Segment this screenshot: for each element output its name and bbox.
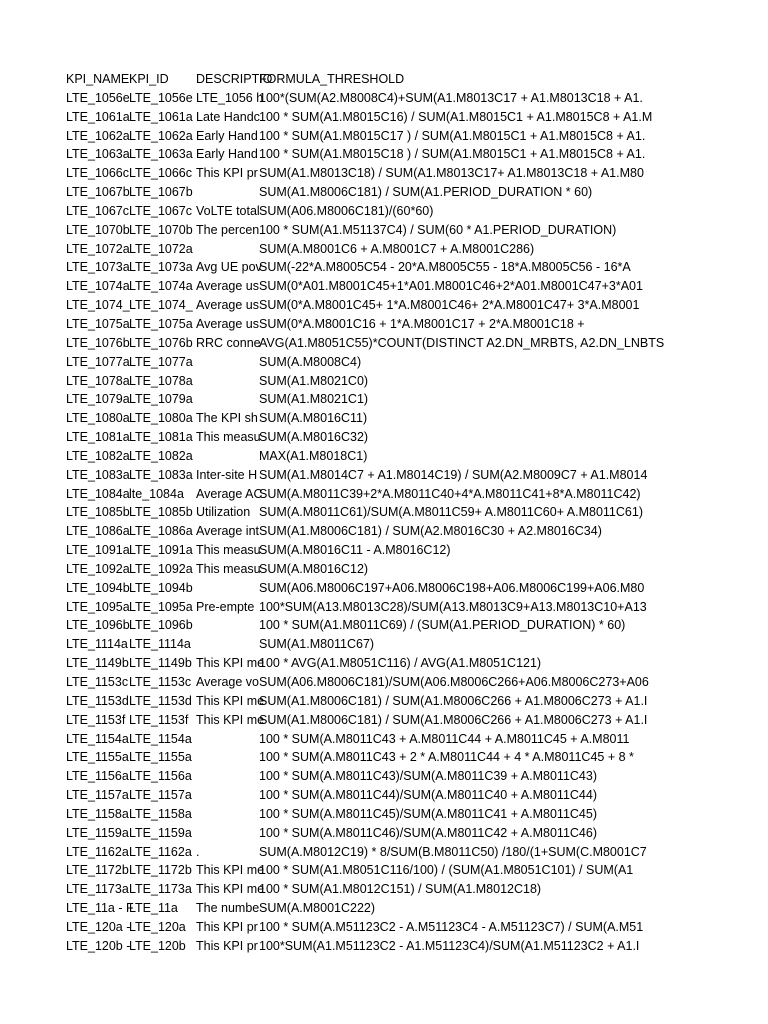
kpi-id-cell[interactable]: lte_1084a <box>129 486 184 501</box>
table-row <box>66 240 646 259</box>
kpi-id-cell[interactable]: LTE_1062a <box>129 128 193 143</box>
description-cell[interactable]: VoLTE total <box>196 203 260 218</box>
formula-cell[interactable]: SUM(A.M8016C11) <box>259 411 368 426</box>
kpi-id-cell[interactable]: LTE_1080a <box>129 411 193 426</box>
kpi-id-cell[interactable]: LTE_1172b <box>129 863 192 878</box>
formula-cell[interactable]: 100 * SUM(A1.M8012C151) / SUM(A1.M8012C18) <box>259 882 542 897</box>
formula-cell[interactable]: 100 * SUM(A1.M8015C16) / SUM(A1.M8015C1 + A1.M8015C8 + A1.M <box>259 109 653 124</box>
table-row <box>66 221 646 240</box>
description-cell[interactable]: This KPI pr <box>196 919 258 934</box>
formula-cell[interactable]: 100*SUM(A13.M8013C28)/SUM(A13.M8013C9+A13.M8013C10+A13 <box>259 599 647 614</box>
description-cell[interactable]: Inter-site H <box>196 467 258 482</box>
table-row <box>66 767 646 786</box>
table-row <box>66 353 646 372</box>
kpi-name-cell[interactable]: LTE_1072a <box>66 241 130 256</box>
table-row <box>66 127 646 146</box>
table-row <box>66 428 646 447</box>
kpi-id-cell[interactable]: LTE_1157a <box>129 788 192 803</box>
table-row <box>66 899 646 918</box>
kpi-name-cell[interactable]: LTE_1157a <box>66 788 129 803</box>
formula-cell[interactable]: 100 * SUM(A.M51123C2 - A.M51123C4 - A.M51123C7) / SUM(A.M51 <box>259 919 644 934</box>
formula-cell[interactable]: 100 * SUM(A.M8011C43 + A.M8011C44 + A.M8011C45 + A.M8011 <box>259 731 630 746</box>
formula-cell[interactable]: 100 * SUM(A.M8011C45)/SUM(A.M8011C41 + A.M8011C45) <box>259 806 598 821</box>
kpi-name-cell[interactable]: LTE_1114a <box>66 637 128 652</box>
kpi-id-cell[interactable]: LTE_120b <box>129 938 186 953</box>
kpi-name-cell[interactable]: LTE_1076b <box>66 335 130 350</box>
header-formula-threshold[interactable]: FORMULA_THRESHOLD <box>259 72 405 86</box>
formula-cell[interactable]: SUM(0*A.M8001C16 + 1*A.M8001C17 + 2*A.M8001C18 + <box>259 316 585 331</box>
table-row <box>66 372 646 391</box>
table-row <box>66 145 646 164</box>
kpi-id-cell[interactable]: LTE_1162a <box>129 844 192 859</box>
kpi-name-cell[interactable]: LTE_1075a <box>66 316 130 331</box>
kpi-id-cell[interactable]: LTE_1096b <box>129 618 193 633</box>
kpi-id-cell[interactable]: LTE_1075a <box>129 316 193 331</box>
kpi-name-cell[interactable]: LTE_1162a <box>66 844 129 859</box>
description-cell[interactable]: This KPI me <box>196 712 265 727</box>
table-row <box>66 937 646 956</box>
description-cell[interactable] <box>196 183 258 202</box>
kpi-name-cell[interactable]: LTE_1079a <box>66 392 130 407</box>
table-row <box>66 673 649 692</box>
kpi-id-cell[interactable]: LTE_1149b <box>129 656 192 671</box>
formula-cell[interactable]: SUM(0*A.M8001C45+ 1*A.M8001C46+ 2*A.M8001C47+ 3*A.M8001 <box>259 298 640 313</box>
description-cell[interactable] <box>196 824 258 843</box>
description-cell[interactable]: This KPI pr <box>196 938 258 953</box>
kpi-name-cell[interactable]: LTE_1084a <box>66 486 130 501</box>
header-kpi-id[interactable]: KPI_ID <box>129 72 169 86</box>
formula-cell[interactable]: SUM(0*A01.M8001C45+1*A01.M8001C46+2*A01.M8001C47+3*A01 <box>259 279 643 294</box>
kpi-id-cell[interactable]: LTE_1159a <box>129 825 192 840</box>
table-row <box>66 843 646 862</box>
kpi-id-cell[interactable]: LTE_1155a <box>129 750 192 765</box>
table-row <box>66 390 646 409</box>
formula-cell[interactable]: MAX(A1.M8018C1) <box>259 448 368 463</box>
formula-cell[interactable]: 100*SUM(A1.M51123C2 - A1.M51123C4)/SUM(A1.M51123C2 + A1.I <box>259 938 640 953</box>
description-cell[interactable]: Utilization <box>196 505 251 520</box>
kpi-id-cell[interactable]: LTE_1077a <box>129 354 193 369</box>
formula-cell[interactable]: 100 * SUM(A.M8011C46)/SUM(A.M8011C42 + A.M8011C46) <box>259 825 598 840</box>
kpi-id-cell[interactable]: LTE_1073a <box>129 260 193 275</box>
formula-cell[interactable]: 100 * SUM(A1.M8015C18 ) / SUM(A1.M8015C1 + A1.M8015C8 + A1. <box>259 147 646 162</box>
table-row <box>66 598 646 617</box>
table-row <box>66 315 646 334</box>
kpi-name-cell[interactable]: LTE_1092a <box>66 561 130 576</box>
formula-cell[interactable]: 100*(SUM(A2.M8008C4)+SUM(A1.M8013C17 + A1.M8013C18 + A1. <box>259 90 643 105</box>
table-row <box>66 447 646 466</box>
kpi-name-cell[interactable]: LTE_1078a <box>66 373 130 388</box>
kpi-name-cell[interactable]: LTE_1082a <box>66 448 130 463</box>
kpi-name-cell[interactable]: LTE_1154a <box>66 731 129 746</box>
formula-cell[interactable]: 100 * SUM(A1.M8051C116/100) / (SUM(A1.M8051C101) / SUM(A1 <box>259 863 634 878</box>
description-cell[interactable]: . <box>196 844 200 859</box>
kpi-id-cell[interactable]: LTE_1081a <box>129 430 193 445</box>
table-row <box>66 202 646 221</box>
kpi-id-cell[interactable]: LTE_1095a <box>129 599 193 614</box>
description-cell[interactable]: This measu <box>196 543 261 558</box>
kpi-name-cell[interactable]: LTE_1067c <box>66 203 130 218</box>
header-row <box>66 70 646 89</box>
formula-cell[interactable]: SUM(A06.M8006C181)/(60*60) <box>259 203 434 218</box>
table-row <box>66 522 646 541</box>
description-cell[interactable]: Average AC <box>196 486 263 501</box>
description-cell[interactable] <box>196 748 258 767</box>
kpi-id-cell[interactable]: LTE_1092a <box>129 561 193 576</box>
description-cell[interactable]: The numbe <box>196 901 260 916</box>
formula-cell[interactable]: SUM(A.M8008C4) <box>259 354 362 369</box>
description-cell[interactable]: Average int <box>196 524 260 539</box>
kpi-id-cell[interactable]: LTE_1070b <box>129 222 193 237</box>
kpi-name-cell[interactable]: LTE_1173a <box>66 882 129 897</box>
kpi-name-cell[interactable]: LTE_1156a <box>66 769 129 784</box>
table-row <box>66 824 646 843</box>
table-row <box>66 616 646 635</box>
description-cell[interactable] <box>196 372 258 391</box>
kpi-name-cell[interactable]: LTE_120a - <box>66 919 131 934</box>
table-row <box>66 805 646 824</box>
formula-cell[interactable]: AVG(A1.M8051C55)*COUNT(DISTINCT A2.DN_MRBTS, A2.DN_LNBTS <box>259 335 665 350</box>
table-body <box>66 89 665 956</box>
description-cell[interactable]: Avg UE pov <box>196 260 262 275</box>
description-cell[interactable]: LTE_1056 h <box>196 90 264 105</box>
table-row <box>66 541 646 560</box>
kpi-id-cell[interactable]: LTE_1114a <box>129 637 191 652</box>
kpi-id-cell[interactable]: LTE_1094b <box>129 580 193 595</box>
description-cell[interactable]: Early Hand <box>196 147 258 162</box>
formula-cell[interactable]: 100 * SUM(A1.M51137C4) / SUM(60 * A1.PERIOD_DURATION) <box>259 222 617 237</box>
description-cell[interactable]: This KPI me <box>196 882 265 897</box>
kpi-name-cell[interactable]: LTE_1073a <box>66 260 130 275</box>
kpi-name-cell[interactable]: LTE_1077a <box>66 354 130 369</box>
kpi-id-cell[interactable]: LTE_1082a <box>129 448 193 463</box>
header-description[interactable]: DESCRIPTIO <box>196 72 273 86</box>
description-cell[interactable]: The percen <box>196 222 260 237</box>
description-cell[interactable] <box>196 786 258 805</box>
formula-cell[interactable]: SUM(A1.M8006C181) / SUM(A1.M8006C266 + A1.M8006C273 + A1.I <box>259 693 648 708</box>
kpi-id-cell[interactable]: LTE_1153f <box>129 712 189 727</box>
kpi-name-cell[interactable]: LTE_1095a <box>66 599 130 614</box>
kpi-id-cell[interactable]: LTE_1066c <box>129 166 193 181</box>
kpi-id-cell[interactable]: LTE_1061a <box>129 109 193 124</box>
kpi-id-cell[interactable]: LTE_1074a <box>129 279 193 294</box>
formula-cell[interactable]: SUM(A1.M8013C18) / SUM(A1.M8013C17+ A1.M8013C18 + A1.M80 <box>259 166 644 181</box>
table-row <box>66 409 646 428</box>
formula-cell[interactable]: SUM(A06.M8006C181)/SUM(A06.M8006C266+A06.M8006C273+A06 <box>259 675 649 689</box>
kpi-id-cell[interactable]: LTE_1086a <box>129 524 193 539</box>
kpi-name-cell[interactable]: LTE_1056e <box>66 90 130 105</box>
description-cell[interactable] <box>196 730 258 749</box>
description-cell[interactable]: This measu <box>196 561 261 576</box>
kpi-name-cell[interactable]: LTE_1094b <box>66 580 130 595</box>
description-cell[interactable]: Average us <box>196 298 260 313</box>
formula-cell[interactable]: SUM(A.M8011C61)/SUM(A.M8011C59+ A.M8011C60+ A.M8011C61) <box>259 505 643 520</box>
table-row <box>66 296 646 315</box>
kpi-id-cell[interactable]: LTE_1074_ <box>129 298 193 313</box>
kpi-id-cell[interactable]: LTE_1091a <box>129 543 193 558</box>
table-row <box>66 692 646 711</box>
formula-cell[interactable]: 100 * SUM(A.M8011C43 + 2 * A.M8011C44 + 4 * A.M8011C45 + 8 * <box>259 750 634 765</box>
kpi-name-cell[interactable]: LTE_1085b <box>66 505 130 520</box>
table-row <box>66 748 646 767</box>
kpi-name-cell[interactable]: LTE_1155a <box>66 750 129 765</box>
table-row <box>66 466 646 485</box>
kpi-name-cell[interactable]: LTE_1080a <box>66 411 130 426</box>
kpi-name-cell[interactable]: LTE_1062a <box>66 128 130 143</box>
table-row <box>66 730 646 749</box>
formula-cell[interactable]: SUM(A1.M8011C67) <box>259 637 375 652</box>
kpi-name-cell[interactable]: LTE_120b - <box>66 938 131 953</box>
description-cell[interactable]: Early Hand <box>196 128 258 143</box>
table-row <box>66 579 646 598</box>
kpi-id-cell[interactable]: LTE_1067c <box>129 203 193 218</box>
description-cell[interactable] <box>196 353 258 372</box>
formula-cell[interactable]: SUM(A.M8001C222) <box>259 901 376 916</box>
formula-cell[interactable]: 100 * AVG(A1.M8051C116) / AVG(A1.M8051C121) <box>259 656 542 671</box>
table-row <box>66 334 665 353</box>
kpi-id-cell[interactable]: LTE_120a <box>129 919 186 934</box>
description-cell[interactable]: RRC conne <box>196 335 261 350</box>
kpi-name-cell[interactable]: LTE_1153d <box>66 693 129 708</box>
description-cell[interactable]: This measu <box>196 430 261 445</box>
kpi-name-cell[interactable]: LTE_1063a <box>66 147 130 162</box>
table-row <box>66 485 646 504</box>
kpi-id-cell[interactable]: LTE_11a <box>129 901 178 916</box>
description-cell[interactable]: This KPI me <box>196 863 265 878</box>
formula-cell[interactable]: SUM(A1.M8021C1) <box>259 392 369 407</box>
kpi-name-cell[interactable]: LTE_1067b <box>66 185 130 200</box>
description-cell[interactable]: Average us <box>196 279 260 294</box>
kpi-id-cell[interactable]: LTE_1079a <box>129 392 193 407</box>
kpi-name-cell[interactable]: LTE_1070b <box>66 222 130 237</box>
kpi-id-cell[interactable]: LTE_1063a <box>129 147 193 162</box>
kpi-name-cell[interactable]: LTE_1081a <box>66 430 130 445</box>
table-row <box>66 89 646 108</box>
formula-cell[interactable]: 100 * SUM(A.M8011C43)/SUM(A.M8011C39 + A.M8011C43) <box>259 769 598 784</box>
spreadsheet-table <box>66 70 665 956</box>
table-row <box>66 183 646 202</box>
kpi-id-cell[interactable]: LTE_1072a <box>129 241 193 256</box>
kpi-id-cell[interactable]: LTE_1156a <box>129 769 192 784</box>
kpi-name-cell[interactable]: LTE_1159a <box>66 825 129 840</box>
header-kpi-name[interactable]: KPI_NAME <box>66 72 130 86</box>
kpi-id-cell[interactable]: LTE_1153c <box>129 675 192 689</box>
kpi-id-cell[interactable]: LTE_1085b <box>129 505 193 520</box>
table-row <box>66 654 646 673</box>
table-row <box>66 786 646 805</box>
kpi-id-cell[interactable]: LTE_1153d <box>129 693 192 708</box>
formula-cell[interactable]: SUM(A1.M8021C0) <box>259 373 369 388</box>
kpi-id-cell[interactable]: LTE_1154a <box>129 731 192 746</box>
table-row <box>66 711 646 730</box>
kpi-id-cell[interactable]: LTE_1067b <box>129 185 193 200</box>
kpi-name-cell[interactable]: LTE_1061a <box>66 109 130 124</box>
kpi-name-cell[interactable]: LTE_1086a <box>66 524 130 539</box>
kpi-id-cell[interactable]: LTE_1056e <box>129 90 193 105</box>
table-row <box>66 880 646 899</box>
description-cell[interactable] <box>196 447 258 466</box>
kpi-name-cell[interactable]: LTE_1172b <box>66 863 129 878</box>
description-cell[interactable]: Pre-empte <box>196 599 255 614</box>
description-cell[interactable]: The KPI sh <box>196 411 258 426</box>
description-cell[interactable]: Average vo <box>196 675 260 689</box>
kpi-name-cell[interactable]: LTE_1074_ <box>66 298 130 313</box>
description-cell[interactable]: This KPI pr <box>196 166 258 181</box>
formula-cell[interactable]: SUM(A1.M8006C181) / SUM(A2.M8016C30 + A2.M8016C34) <box>259 524 602 539</box>
table-row <box>66 918 646 937</box>
description-cell[interactable] <box>196 390 258 409</box>
formula-cell[interactable]: 100 * SUM(A1.M8011C69) / (SUM(A1.PERIOD_DURATION) * 60) <box>259 618 626 633</box>
kpi-id-cell[interactable]: LTE_1078a <box>129 373 193 388</box>
formula-cell[interactable]: SUM(A06.M8006C197+A06.M8006C198+A06.M8006C199+A06.M80 <box>259 580 645 595</box>
kpi-name-cell[interactable]: LTE_1158a <box>66 806 129 821</box>
kpi-id-cell[interactable]: LTE_1076b <box>129 335 193 350</box>
formula-cell[interactable]: SUM(A1.M8014C7 + A1.M8014C19) / SUM(A2.M8009C7 + A1.M8014 <box>259 467 648 482</box>
table-row <box>66 560 646 579</box>
description-cell[interactable]: This KPI me <box>196 656 265 671</box>
formula-cell[interactable]: SUM(-22*A.M8005C54 - 20*A.M8005C55 - 18*A.M8005C56 - 16*A <box>259 260 631 275</box>
formula-cell[interactable]: SUM(A.M8011C39+2*A.M8011C40+4*A.M8011C41+8*A.M8011C42) <box>259 486 641 501</box>
table-row <box>66 503 646 522</box>
description-cell[interactable]: This KPI me <box>196 693 265 708</box>
formula-cell[interactable]: SUM(A.M8016C32) <box>259 430 369 445</box>
kpi-name-cell[interactable]: LTE_11a - F <box>66 901 134 916</box>
kpi-id-cell[interactable]: LTE_1173a <box>129 882 192 897</box>
table-row <box>66 861 646 880</box>
formula-cell[interactable]: SUM(A.M8016C11 - A.M8016C12) <box>259 543 451 558</box>
kpi-name-cell[interactable]: LTE_1066c <box>66 166 130 181</box>
formula-cell[interactable]: SUM(A1.M8006C181) / SUM(A1.PERIOD_DURATION * 60) <box>259 185 593 200</box>
formula-cell[interactable]: SUM(A1.M8006C181) / SUM(A1.M8006C266 + A1.M8006C273 + A1.I <box>259 712 648 727</box>
kpi-name-cell[interactable]: LTE_1153f <box>66 712 126 727</box>
description-cell[interactable]: Late Handc <box>196 109 260 124</box>
description-cell[interactable] <box>196 240 258 259</box>
description-cell[interactable] <box>196 805 258 824</box>
formula-cell[interactable]: SUM(A.M8012C19) * 8/SUM(B.M8011C50) /180/(1+SUM(C.M8001C7 <box>259 844 647 859</box>
table-row <box>66 258 646 277</box>
description-cell[interactable] <box>196 579 258 598</box>
kpi-name-cell[interactable]: LTE_1083a <box>66 467 130 482</box>
formula-cell[interactable]: 100 * SUM(A.M8011C44)/SUM(A.M8011C40 + A.M8011C44) <box>259 788 598 803</box>
formula-cell[interactable]: SUM(A.M8016C12) <box>259 561 369 576</box>
kpi-name-cell[interactable]: LTE_1149b <box>66 656 129 671</box>
kpi-name-cell[interactable]: LTE_1091a <box>66 543 130 558</box>
formula-cell[interactable]: SUM(A.M8001C6 + A.M8001C7 + A.M8001C286) <box>259 241 535 256</box>
kpi-id-cell[interactable]: LTE_1158a <box>129 806 192 821</box>
table-row <box>66 277 646 296</box>
kpi-name-cell[interactable]: LTE_1153c <box>66 675 129 689</box>
description-cell[interactable] <box>196 616 258 635</box>
kpi-name-cell[interactable]: LTE_1074a <box>66 279 130 294</box>
table-row <box>66 108 653 127</box>
description-cell[interactable] <box>196 635 258 654</box>
formula-cell[interactable]: 100 * SUM(A1.M8015C17 ) / SUM(A1.M8015C1 + A1.M8015C8 + A1. <box>259 128 646 143</box>
table-row <box>66 635 646 654</box>
table-row <box>66 164 646 183</box>
kpi-id-cell[interactable]: LTE_1083a <box>129 467 193 482</box>
kpi-name-cell[interactable]: LTE_1096b <box>66 618 130 633</box>
description-cell[interactable] <box>196 767 258 786</box>
description-cell[interactable]: Average us <box>196 316 260 331</box>
